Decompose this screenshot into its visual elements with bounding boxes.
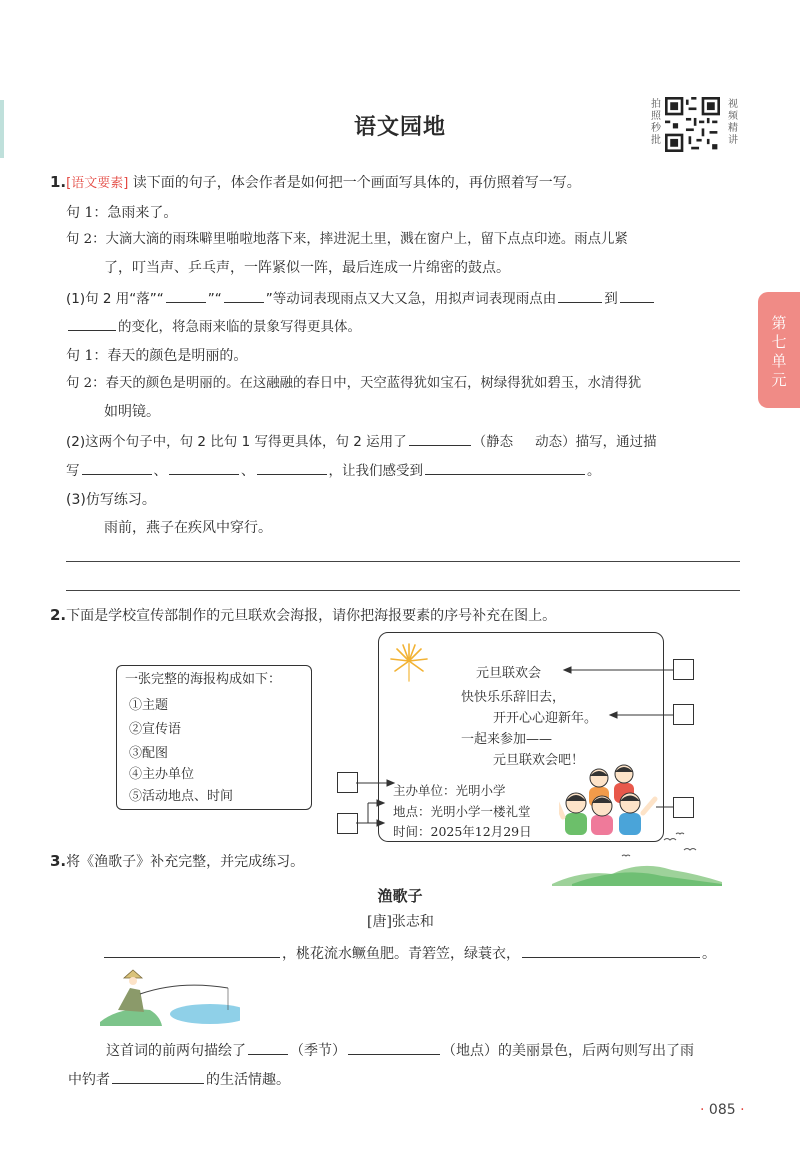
poster-elements-list bbox=[116, 665, 312, 810]
q1-sep-2: 、 bbox=[241, 463, 255, 479]
poster-answer-box-host[interactable] bbox=[337, 772, 358, 793]
firework-icon bbox=[385, 641, 433, 683]
poem-title: 渔歌子 bbox=[377, 887, 423, 905]
q1-part2-text-a: (2)这两个句子中，句 2 比句 1 写得更具体，句 2 运用了 bbox=[66, 434, 407, 450]
q1-part3-sample: 雨前，燕子在疾风中穿行。 bbox=[104, 520, 272, 536]
page-number bbox=[700, 1102, 745, 1118]
poster-slogan-1: 快快乐乐辞旧去， bbox=[461, 690, 566, 705]
q1-blank-sound-to-b[interactable] bbox=[68, 316, 116, 331]
q1-part2-text-d: 写 bbox=[66, 463, 80, 479]
page-number-dot-left: · bbox=[700, 1102, 705, 1118]
q1-heading bbox=[50, 172, 581, 194]
q1-blank-verb1[interactable] bbox=[166, 288, 206, 303]
q3-answer-text-a: 这首词的前两句描绘了 bbox=[106, 1043, 246, 1059]
q1-part1-line1 bbox=[66, 288, 656, 309]
q2-prompt: 下面是学校宣传部制作的元旦联欢会海报，请你把海报要素的序号补充在图上。 bbox=[66, 608, 557, 624]
poem-verse-line bbox=[102, 943, 716, 964]
qr-right-caption: 视频精讲 bbox=[728, 99, 738, 146]
q3-blank-place[interactable] bbox=[348, 1040, 440, 1055]
q1-blank-item3[interactable] bbox=[257, 460, 327, 475]
q3-prompt: 将《渔歌子》补充完整，并完成练习。 bbox=[66, 854, 305, 870]
poster-slogan-3: 一起来参加—— bbox=[461, 732, 553, 747]
q2-number: 2. bbox=[50, 606, 67, 624]
poster-place: 地点：光明小学一楼礼堂 bbox=[393, 804, 531, 819]
poster-list-item-3: ③配图 bbox=[129, 746, 169, 761]
qr-left-caption: 拍照秒批 bbox=[651, 99, 661, 146]
q1-part1-text-c: ”等动词表现雨点又大又急，用拟声词表现雨点由 bbox=[265, 291, 557, 307]
unit-tab[interactable] bbox=[758, 292, 800, 408]
q1-number: 1. bbox=[50, 173, 67, 191]
mountain-birds-icon bbox=[552, 830, 722, 886]
q1-writing-line-2[interactable] bbox=[66, 590, 740, 591]
q3-answer-text-d: 中钓者 bbox=[68, 1072, 110, 1088]
unit-tab-label: 第七单元 bbox=[771, 314, 787, 389]
q1-blank-style[interactable] bbox=[409, 431, 471, 446]
poster-time: 时间：2025年12月29日 bbox=[393, 824, 532, 839]
poster-list-item-4: ④主办单位 bbox=[129, 767, 195, 782]
q3-answer-line2 bbox=[68, 1069, 290, 1090]
q1-blank-sound-from[interactable] bbox=[558, 288, 602, 303]
q3-number: 3. bbox=[50, 852, 67, 870]
q3-blank-season[interactable] bbox=[248, 1040, 288, 1055]
poster-host: 主办单位：光明小学 bbox=[393, 783, 506, 798]
q1-part1-text-a: (1)句 2 用“落”“ bbox=[66, 291, 164, 307]
poster-list-title: 一张完整的海报构成如下： bbox=[125, 672, 282, 687]
q1-part2-end: 。 bbox=[587, 463, 601, 479]
q3-answer-line1 bbox=[106, 1040, 694, 1061]
fisherman-icon bbox=[100, 966, 240, 1028]
q1-sentence-1b: 句 1：春天的颜色是明丽的。 bbox=[66, 348, 248, 364]
poster-slogan-4: 元旦联欢会吧！ bbox=[493, 753, 585, 768]
q1-blank-item2[interactable] bbox=[169, 460, 239, 475]
q1-part2-line2 bbox=[66, 460, 601, 481]
poster-arrows-left bbox=[356, 775, 396, 830]
q3-answer-text-c: （地点）的美丽景色，后两句则写出了雨 bbox=[442, 1043, 694, 1059]
q3-answer-text-b: （季节） bbox=[290, 1043, 346, 1059]
q1-part1-text-d: 到 bbox=[604, 291, 618, 307]
poster-list-item-2: ②宣传语 bbox=[129, 722, 182, 737]
poster-answer-box-slogan[interactable] bbox=[673, 704, 694, 725]
q1-part3-label: (3)仿写练习。 bbox=[66, 492, 156, 508]
poem-author: [唐]张志和 bbox=[367, 914, 434, 930]
q1-part2-text-e: ，让我们感受到 bbox=[328, 463, 423, 479]
q1-blank-sound-to-a[interactable] bbox=[620, 288, 654, 303]
q1-part2-text-c: 动态）描写，通过描 bbox=[535, 434, 657, 450]
children-group-icon bbox=[559, 761, 659, 837]
poem-verse-end: 。 bbox=[702, 946, 716, 962]
page-number-dot-right: · bbox=[740, 1102, 745, 1118]
q1-prompt: 读下面的句子，体会作者是如何把一个画面写具体的，再仿照着写一写。 bbox=[132, 175, 581, 191]
q1-sentence-2b-line2: 如明镜。 bbox=[104, 404, 160, 420]
q1-blank-verb2[interactable] bbox=[224, 288, 264, 303]
q2-heading bbox=[50, 605, 556, 626]
poster-list-item-5: ⑤活动地点、时间 bbox=[129, 789, 234, 804]
poem-verse-mid: ，桃花流水鳜鱼肥。青箬笠，绿蓑衣， bbox=[282, 946, 520, 962]
q3-heading bbox=[50, 851, 304, 872]
q1-part2-text-b: （静态 bbox=[472, 434, 514, 450]
qr-code-icon[interactable] bbox=[665, 97, 720, 152]
q1-blank-item1[interactable] bbox=[82, 460, 152, 475]
q1-sentence-2a-line2: 了，叮当声、乒乓声，一阵紧似一阵，最后连成一片绵密的鼓点。 bbox=[104, 260, 510, 276]
q1-sentence-1a: 句 1：急雨来了。 bbox=[66, 205, 178, 221]
q1-sentence-2a-line1: 句 2：大滴大滴的雨珠噼里啪啦地落下来，摔进泥土里，溅在窗户上，留下点点印迹。雨点儿紧 bbox=[66, 232, 628, 247]
q1-part1-text-b: ”“ bbox=[207, 291, 222, 307]
q1-sep-1: 、 bbox=[153, 463, 167, 479]
page-title: 语文园地 bbox=[353, 115, 446, 140]
poem-blank-1[interactable] bbox=[104, 943, 280, 958]
q1-part2-line1 bbox=[66, 431, 657, 452]
q1-sentence-2b-line1: 句 2：春天的颜色是明丽的。在这融融的春日中，天空蓝得犹如宝石，树绿得犹如碧玉，水清得犹 bbox=[66, 376, 642, 391]
q3-answer-text-e: 的生活情趣。 bbox=[206, 1072, 290, 1088]
q1-blank-feeling[interactable] bbox=[425, 460, 585, 475]
poster-arrow-picture bbox=[656, 800, 676, 814]
poster-answer-box-time-place[interactable] bbox=[337, 813, 358, 834]
q3-blank-interest[interactable] bbox=[112, 1069, 204, 1084]
q1-part1-text-e: 的变化，将急雨来临的景象写得更具体。 bbox=[118, 319, 361, 335]
poem-blank-2[interactable] bbox=[522, 943, 700, 958]
poster-list-item-1: ①主题 bbox=[129, 698, 169, 713]
poster-answer-box-title[interactable] bbox=[673, 659, 694, 680]
q1-writing-line-1[interactable] bbox=[66, 561, 740, 562]
poster-slogan-2: 开开心心迎新年。 bbox=[493, 711, 598, 726]
q1-tag: [语文要素] bbox=[66, 176, 129, 191]
poster-title: 元旦联欢会 bbox=[476, 666, 542, 681]
poster-answer-box-picture[interactable] bbox=[673, 797, 694, 818]
page-number-value: 085 bbox=[708, 1102, 736, 1118]
poster-arrows-right bbox=[560, 660, 680, 720]
q1-part1-line2 bbox=[66, 316, 361, 337]
